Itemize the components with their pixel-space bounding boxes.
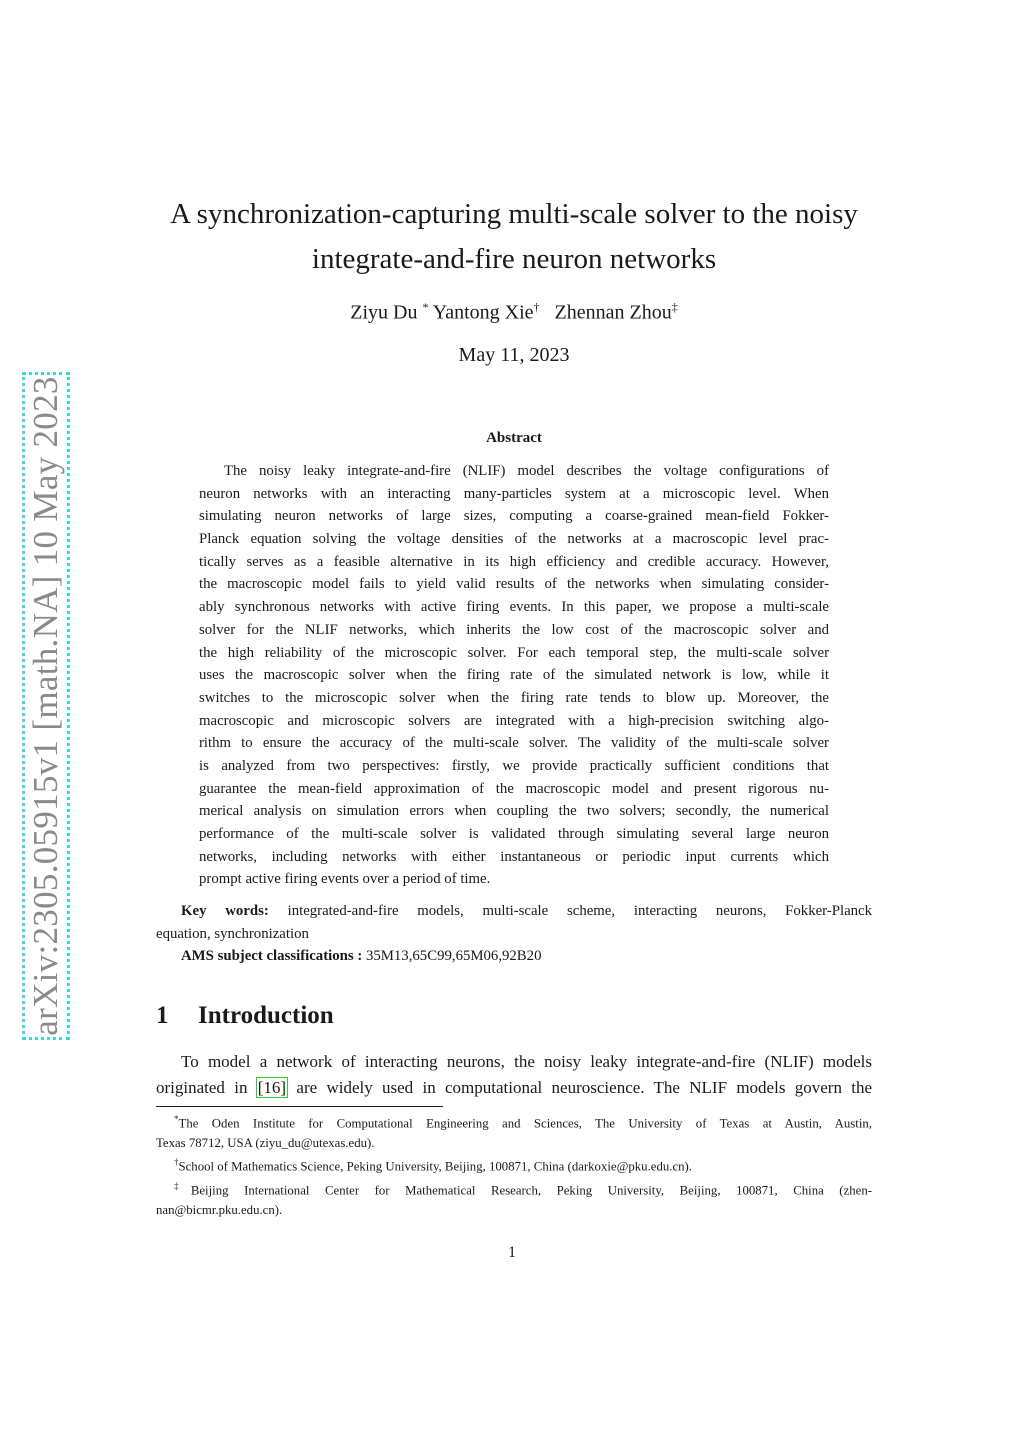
abstract-line: switches to the microscopic solver when the firing rate tends to blow up. Moreover, the — [199, 689, 829, 706]
abstract-line: performance of the multi-scale solver is validated through simulating several large neuron — [199, 826, 829, 842]
footnote-text: Texas 78712, USA (ziyu_du@utexas.edu). — [156, 1135, 375, 1150]
abstract-line: is analyzed from two perspectives: firstly, we provide practically sufficient conditions that — [199, 757, 829, 774]
abstract-line: merical analysis on simulation errors when coupling the two solvers; secondly, the numerical — [199, 803, 829, 820]
footnote-text: The Oden Institute for Computational Engineering and Sciences, The University of Texas at Austin, Austin, — [178, 1116, 872, 1131]
footnotes — [156, 1110, 872, 1220]
keywords-text: integrated-and-fire models, multi-scale scheme, interacting neurons, Fokker-Planck — [287, 903, 873, 919]
keywords — [156, 900, 872, 945]
keywords-text-continued: equation, synchronization — [156, 925, 309, 942]
abstract-line: networks, including networks with either instantaneous or periodic input currents which — [199, 848, 829, 865]
intro-line: To model a network of interacting neurons, the noisy leaky integrate-and-fire (NLIF) models — [181, 1052, 872, 1071]
footnote-text: nan@bicmr.pku.edu.cn). — [156, 1202, 283, 1217]
abstract-line: solver for the NLIF networks, which inherits the low cost of the macroscopic solver and — [199, 621, 829, 638]
abstract-line: ably synchronous networks with active firing events. In this paper, we propose a multi-scale — [199, 599, 829, 616]
abstract-line: tically serves as a feasible alternative in its high efficiency and credible accuracy. However, — [199, 553, 829, 570]
abstract-line: simulating neuron networks of large sizes, computing a coarse-grained mean-field Fokker- — [199, 508, 829, 525]
arxiv-identifier[interactable]: arXiv:2305.05915v1 [math.NA] 10 May 2023 — [26, 376, 65, 1036]
section-title: Introduction — [198, 1002, 334, 1029]
title-line-1: A synchronization-capturing multi-scale solver to the noisy — [170, 198, 858, 230]
abstract-line: the macroscopic model fails to yield valid results of the networks when simulating consider- — [199, 576, 829, 593]
author-name: Yantong Xie — [432, 301, 534, 324]
publication-date: May 11, 2023 — [458, 344, 570, 366]
title-line-2: integrate-and-fire neuron networks — [311, 243, 717, 275]
footnote-mark: ‡ — [174, 1181, 191, 1192]
abstract-body — [199, 460, 829, 891]
author-footnote-mark[interactable]: † — [533, 300, 540, 314]
author-name: Ziyu Du — [350, 301, 418, 324]
abstract-line: guarantee the mean-field approximation of the macroscopic model and present rigorous nu- — [199, 780, 829, 797]
intro-paragraph — [156, 1049, 872, 1101]
abstract-line: rithm to ensure the accuracy of the multi-scale solver. The validity of the multi-scale solver — [199, 735, 829, 752]
ams-label: AMS subject classifications : — [181, 948, 363, 964]
intro-text: are widely used in computational neuroscience. The NLIF models govern the — [296, 1078, 873, 1097]
page-number: 1 — [508, 1244, 516, 1261]
author-footnote-mark[interactable]: ‡ — [671, 300, 678, 314]
footnote-mark: * — [174, 1114, 179, 1124]
intro-text: originated in — [156, 1078, 248, 1097]
abstract-line: The noisy leaky integrate-and-fire (NLIF) model describes the voltage configurations of — [224, 463, 829, 479]
citation-link[interactable]: [16] — [257, 1078, 287, 1097]
abstract-heading: Abstract — [486, 430, 542, 446]
abstract-line: uses the macroscopic solver when the firing rate of the simulated network is low, while it — [199, 667, 829, 684]
arxiv-stamp[interactable] — [22, 372, 70, 1040]
footnote-text: School of Mathematics Science, Peking University, Beijing, 100871, China (darkoxie@pku.edu.cn). — [178, 1159, 692, 1174]
abstract-line: prompt active firing events over a period of time. — [199, 871, 491, 888]
paper-title — [140, 192, 888, 282]
keywords-label: Key words: — [181, 903, 269, 919]
section-number: 1 — [156, 1002, 169, 1029]
abstract-line: neuron networks with an interacting many-particles system at a microscopic level. When — [199, 485, 829, 502]
abstract-line: Planck equation solving the voltage densities of the networks at a macroscopic level prac- — [199, 531, 829, 548]
author-name: Zhennan Zhou — [554, 301, 672, 324]
footnote-rule — [156, 1106, 443, 1107]
footnote-mark: † — [174, 1157, 179, 1168]
abstract-line: the high reliability of the microscopic solver. For each temporal step, the multi-scale solver — [199, 644, 829, 661]
section-heading — [156, 1002, 334, 1030]
author-footnote-mark[interactable]: * — [422, 300, 429, 314]
author-list — [140, 300, 888, 325]
abstract-line: macroscopic and microscopic solvers are integrated with a high-precision switching algo- — [199, 712, 829, 729]
ams-classifications — [181, 948, 541, 965]
ams-codes: 35M13,65C99,65M06,92B20 — [365, 948, 542, 964]
footnote-text: Beijing International Center for Mathematical Research, Peking University, Beijing, 100871, China (zhen- — [190, 1183, 872, 1198]
